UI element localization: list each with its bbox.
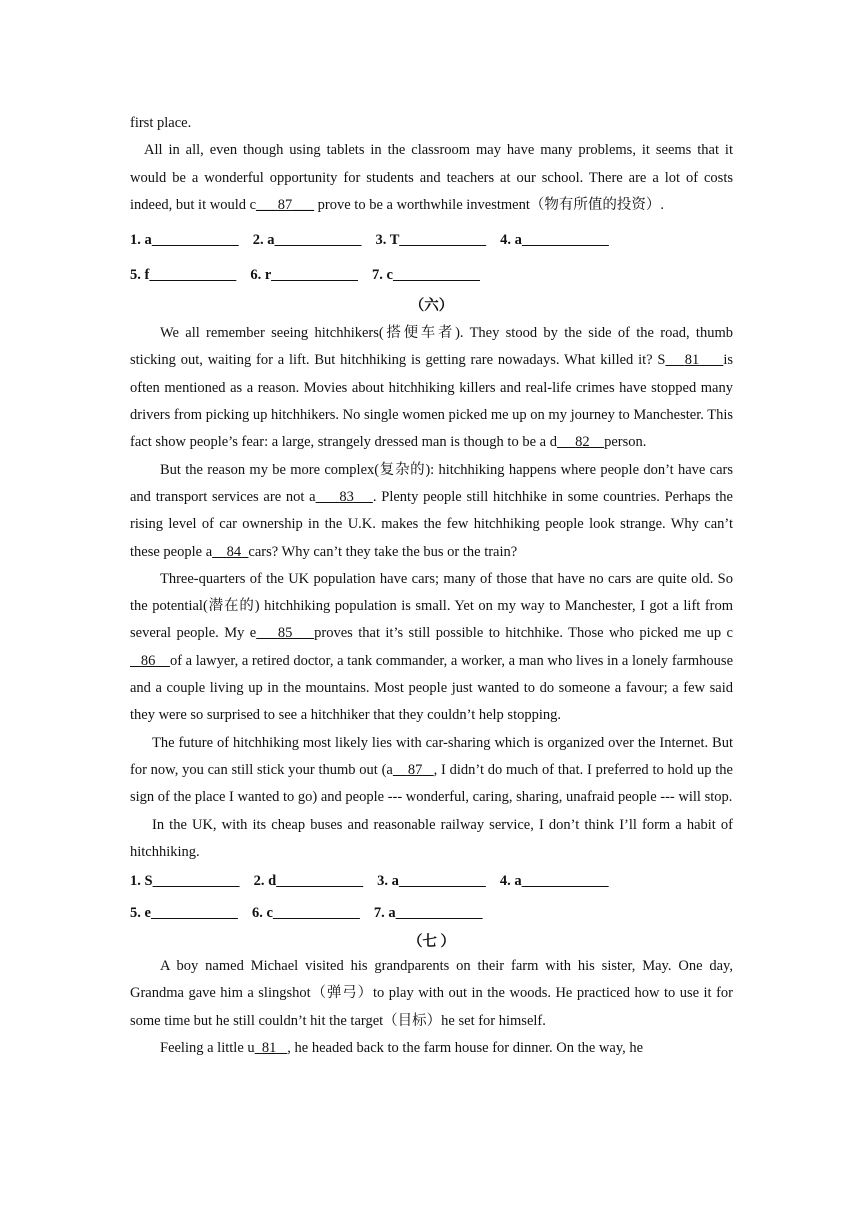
- answer-row: [130, 866, 733, 896]
- answer-item: 5. e: [130, 905, 151, 922]
- blank-81: 81: [684, 352, 700, 369]
- answer-item: 7. a: [373, 905, 396, 922]
- answer-item: 2. a: [252, 232, 275, 249]
- answer-item: 1. a: [130, 232, 152, 249]
- paragraph: Feeling a little u 81 , he headed back to the farm house for dinner. On the way, he: [160, 1040, 644, 1057]
- blank-85: 85: [277, 625, 293, 642]
- paragraph: The future of hitchhiking most likely lies with car-sharing which is organized over the Internet. But for now, you can still stick your thumb out (a 87 , I didn’t do much of that. I preferred to hold up the sign of the place I wanted to go) and people --- wonderful, caring, sharing, unafraid people --- will stop.: [130, 734, 733, 806]
- section-heading-7: （七 ）: [407, 934, 456, 951]
- paragraph: We all remember seeing hitchhikers(搭便车者). They stood by the side of the road, thumb sticking out, waiting for a lift. But hitchhiking is getting rare nowadays. What killed it? S 81 is often mentioned as a reason. Movies about hitchhiking killers and real-life crimes have stopped many drivers from picking up hitchhikers. No single women picked me up on my journey to Manchester. This fact show people’s fear: a large, strangely dressed man is though to be a d 82 person.: [130, 325, 734, 451]
- paragraph: But the reason my be more complex(复杂的): hitchhiking happens where people don’t have cars and transport services are not a 83 . Plenty people still hitchhike in some countries. Perhaps the rising level of car ownership in the U.K. makes the few hitchhiking people look strange. Why can’t these people a 84 cars? Why can’t they take the bus or the train?: [130, 461, 733, 560]
- paragraph: A boy named Michael visited his grandparents on their farm with his sister, May. One day, Grandma gave him a slingshot（弹弓）to play with out in the woods. He practiced how to use it for some time but he still couldn’t hit the target（目标）he set for himself.: [130, 958, 733, 1029]
- paragraph-conclusion: All in all, even though using tablets in the classroom may have many problems, it seems that it would be a wonderful opportunity for students and teachers at our school. There are a lot of costs indeed, but it would c___87___ prove to be a worthwhile investment（物有所值的投资）.: [130, 142, 733, 213]
- section-heading-6: （六）: [409, 298, 454, 315]
- blank-87: ___87___: [256, 196, 315, 213]
- answer-item: 5. f: [130, 267, 150, 284]
- answer-item: 6. r: [250, 267, 272, 284]
- answer-item: 3. a: [377, 872, 399, 889]
- answer-item: 2. d: [253, 872, 277, 889]
- blank-83: 83: [339, 488, 354, 505]
- paragraph-end: first place.: [130, 115, 192, 131]
- answer-row: [130, 896, 733, 931]
- blank-84: 84: [226, 543, 242, 560]
- document-page: [130, 110, 733, 1062]
- blank-82: 82: [575, 434, 590, 451]
- answer-item: 4. a: [499, 872, 522, 889]
- answer-item: 4. a: [500, 232, 522, 249]
- answer-item: 7. c: [372, 267, 393, 284]
- answer-item: 6. c: [251, 905, 273, 922]
- blank-86: 86: [140, 652, 156, 669]
- paragraph: Three-quarters of the UK population have cars; many of those that have no cars are quite old. So the potential(潜在的) hitchhiking population is small. Yet on my way to Manchester, I got a lift from several people. My e 85 proves that it’s still possible to hitchhike. Those who picked me up c 86 of a lawyer, a retired doctor, a tank commander, a worker, a man who lives in a lonely farmhouse and a couple living up in the mountains. Most people just wanted to do someone a favour; a few said they were so surprised to see a hitchhiker that they couldn’t help stopping.: [130, 570, 734, 724]
- answer-row: [130, 223, 733, 258]
- blank-87: 87: [407, 761, 423, 778]
- answer-row: [130, 258, 733, 293]
- answer-item: 3. T: [375, 232, 400, 249]
- paragraph: In the UK, with its cheap buses and reasonable railway service, I don’t think I’ll form a habit of hitchhiking.: [130, 816, 733, 860]
- blank-81: 81: [261, 1040, 277, 1057]
- answer-item: 1. S: [130, 872, 153, 889]
